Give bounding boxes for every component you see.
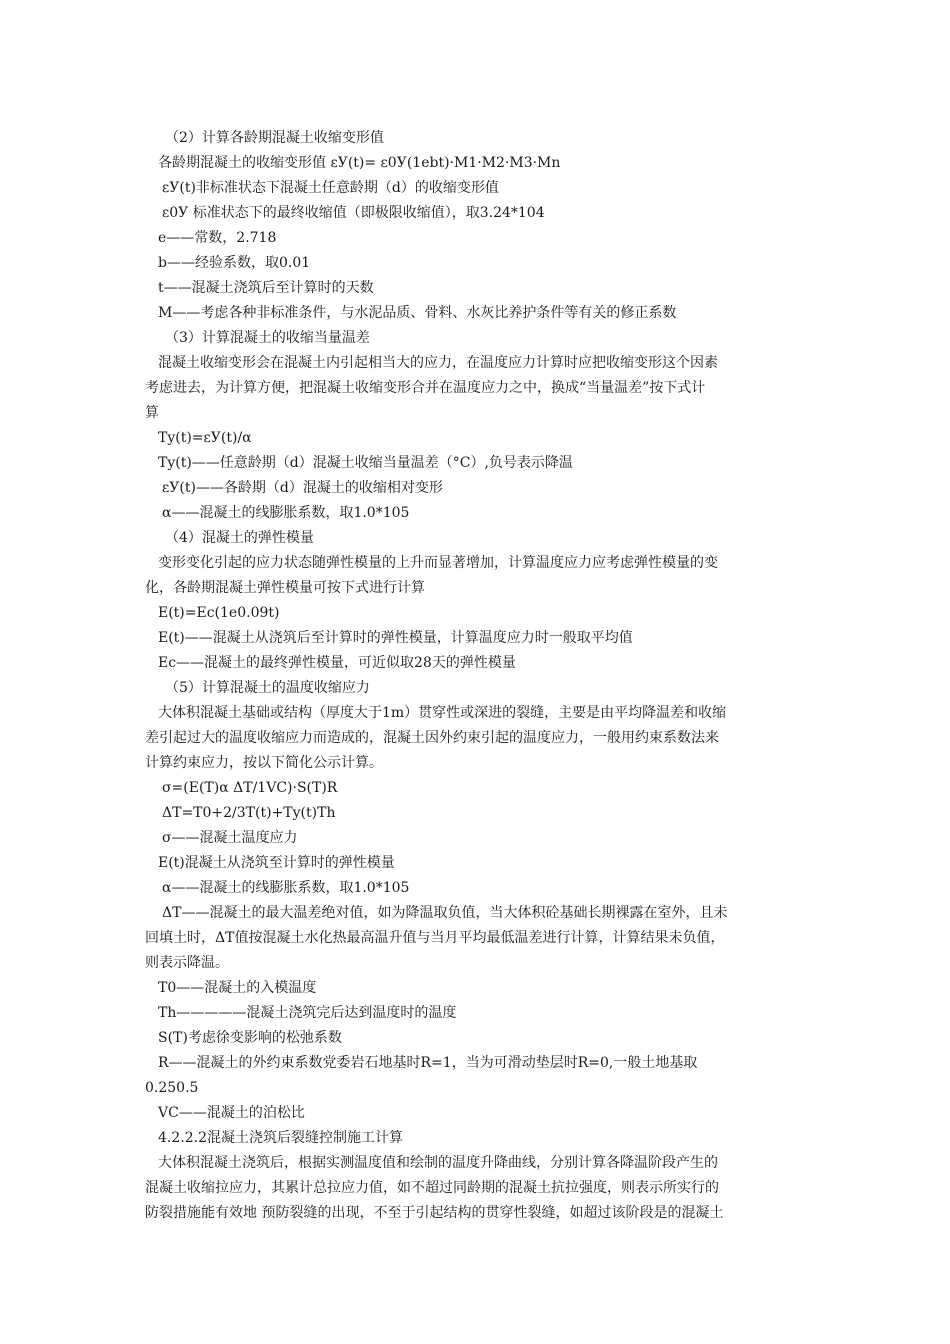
paragraph-line: 差引起过大的温度收缩应力而造成的，混凝土因外约束引起的温度应力，一般用约束系数法来 <box>145 730 719 746</box>
definition-line: M——考虑各种非标准条件，与水泥品质、骨料、水灰比养护条件等有关的修正系数 <box>158 305 677 321</box>
definition-line: Ty(t)——任意龄期（d）混凝土收缩当量温差（°C）,负号表示降温 <box>158 455 573 471</box>
section-heading: 4.2.2.2混凝土浇筑后裂缝控制施工计算 <box>158 1130 403 1146</box>
definition-line: εУ(t)——各龄期（d）混凝土的收缩相对变形 <box>162 480 443 496</box>
definition-line: E(t)混凝土从浇筑至计算时的弹性模量 <box>158 855 395 871</box>
paragraph-line: 混凝土收缩变形会在混凝土内引起相当大的应力，在温度应力计算时应把收缩变形这个因素 <box>158 355 718 371</box>
definition-line: VC——混凝土的泊松比 <box>158 1105 305 1121</box>
heading-shrinkage-deformation: （2）计算各龄期混凝土收缩变形值 <box>165 130 384 146</box>
formula-elastic-modulus: E(t)=Ec(1e0.09t) <box>158 605 280 621</box>
definition-line: t——混凝土浇筑后至计算时的天数 <box>158 280 374 296</box>
heading-equivalent-temperature: （3）计算混凝土的收缩当量温差 <box>165 330 370 346</box>
definition-line: ε0У 标准状态下的最终收缩值（即极限收缩值），取3.24*104 <box>162 205 545 221</box>
paragraph-line: 考虑进去，为计算方便，把混凝土收缩变形合并在温度应力之中，换成“当量温差”按下式计 <box>145 380 706 396</box>
definition-line: εУ(t)非标准状态下混凝土任意龄期（d）的收缩变形值 <box>162 180 499 196</box>
definition-line: α——混凝土的线膨胀系数，取1.0*105 <box>162 505 410 521</box>
paragraph-line: 变形变化引起的应力状态随弹性模量的上升而显著增加，计算温度应力应考虑弹性模量的变 <box>158 555 718 571</box>
definition-line: b——经验系数，取0.01 <box>158 255 311 271</box>
definition-line: Th—————混凝土浇筑完后达到温度时的温度 <box>158 1005 457 1021</box>
definition-line: R——混凝土的外约束系数党委岩石地基时R=1，当为可滑动垫层时R=0,一般土地基取 <box>158 1055 698 1071</box>
definition-line: Ec——混凝土的最终弹性模量，可近似取28天的弹性模量 <box>158 655 516 671</box>
paragraph-line: 算 <box>145 405 159 421</box>
paragraph-line: 大体积混凝土基础或结构（厚度大于1m）贯穿性或深进的裂缝，主要是由平均降温差和收缩 <box>158 705 727 721</box>
definition-line: S(T)考虑徐变影响的松弛系数 <box>158 1030 342 1046</box>
paragraph-line: 大体积混凝土浇筑后，根据实测温度值和绘制的温度升降曲线，分别计算各降温阶段产生的 <box>158 1155 718 1171</box>
paragraph-line: 计算约束应力，按以下简化公示计算。 <box>145 755 383 771</box>
paragraph-line: 0.250.5 <box>145 1080 199 1096</box>
formula-stress: σ=(E(T)α ΔT/1VC)·S(T)R <box>162 780 338 796</box>
paragraph-line: 防裂措施能有效地 预防裂缝的出现，不至于引起结构的贯穿性裂缝，如超过该阶段是的混凝土 <box>145 1205 724 1221</box>
formula-temperature-difference: ΔT=T0+2/3T(t)+Ty(t)Th <box>162 805 336 821</box>
formula-equivalent-temperature: Ty(t)=εУ(t)/α <box>158 430 252 446</box>
paragraph-line: 混凝土收缩拉应力，其累计总拉应力值，如不超过同龄期的混凝土抗拉强度，则表示所实行的 <box>145 1180 719 1196</box>
definition-line: E(t)——混凝土从浇筑后至计算时的弹性模量，计算温度应力时一般取平均值 <box>158 630 633 646</box>
definition-line: e——常数，2.718 <box>158 230 277 246</box>
definition-line: α——混凝土的线膨胀系数，取1.0*105 <box>162 880 410 896</box>
formula-shrinkage-deformation: 各龄期混凝土的收缩变形值 εУ(t)= ε0У(1ebt)·M1·M2·M3·Mn <box>158 155 561 171</box>
paragraph-line: 则表示降温。 <box>145 955 229 971</box>
paragraph-line: 化，各龄期混凝土弹性模量可按下式进行计算 <box>145 580 425 596</box>
paragraph-line: 回填土时，ΔT值按混凝土水化热最高温升值与当月平均最低温差进行计算，计算结果未负值， <box>145 930 725 946</box>
heading-elastic-modulus: （4）混凝土的弹性模量 <box>165 530 314 546</box>
definition-line: ΔT——混凝土的最大温差绝对值，如为降温取负值，当大体积砼基础长期裸露在室外，且未 <box>162 905 728 921</box>
definition-line: σ——混凝土温度应力 <box>162 830 298 846</box>
definition-line: T0——混凝土的入模温度 <box>158 980 317 996</box>
heading-temperature-shrinkage-stress: （5）计算混凝土的温度收缩应力 <box>165 680 370 696</box>
